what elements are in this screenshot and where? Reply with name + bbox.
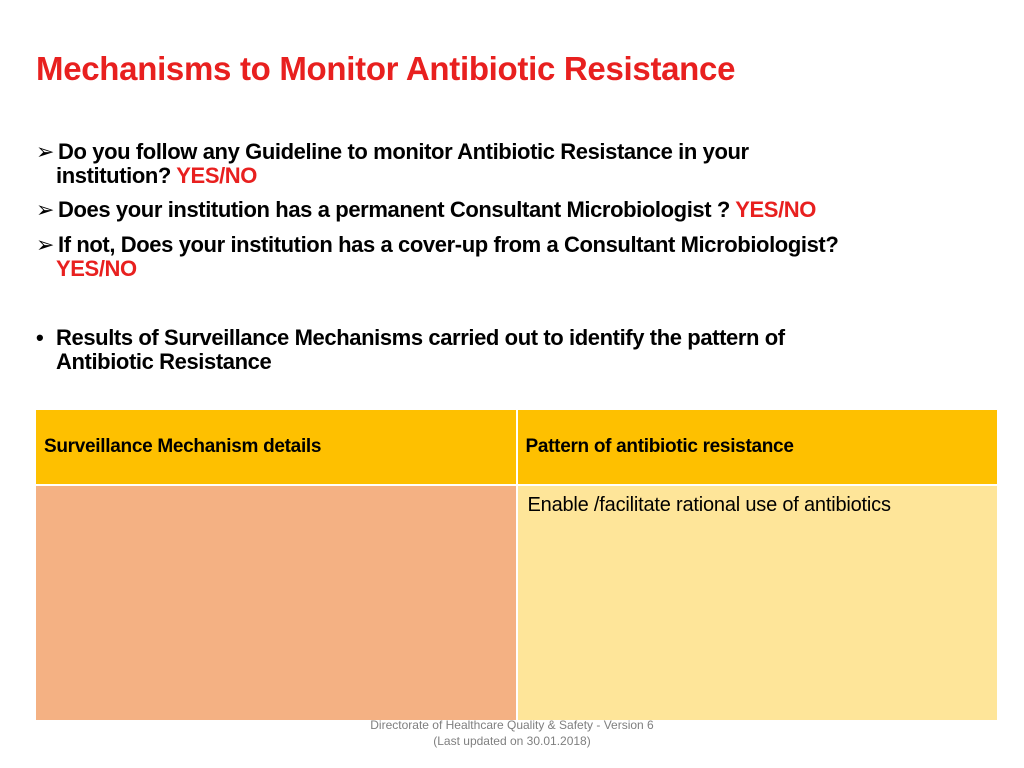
cell-pattern-resistance: Enable /facilitate rational use of antibiotics — [517, 485, 999, 721]
question-microbiologist — [36, 198, 996, 222]
footer — [312, 717, 712, 749]
yes-no-answer: YES/NO — [735, 197, 816, 222]
bullet-text: Antibiotic Resistance — [56, 349, 272, 374]
slide-title: Mechanisms to Monitor Antibiotic Resistance — [36, 50, 736, 87]
question-text: Does your institution has a permanent Consultant Microbiologist ? — [58, 197, 736, 222]
header-surveillance-details: Surveillance Mechanism details — [35, 409, 517, 485]
question-guideline — [36, 140, 996, 188]
footer-line: Directorate of Healthcare Quality & Safety - Version 6 — [370, 718, 654, 732]
question-cover-up — [36, 233, 996, 281]
arrow-bullet-icon: ➢ — [36, 232, 55, 257]
table-header-row — [35, 409, 998, 485]
header-pattern-resistance: Pattern of antibiotic resistance — [517, 409, 999, 485]
question-text: If not, Does your institution has a cover-up from a Consultant Microbiologist? — [58, 232, 839, 257]
table-row — [35, 485, 998, 721]
surveillance-table — [34, 408, 999, 722]
question-text: Do you follow any Guideline to monitor Antibiotic Resistance in your — [58, 139, 749, 164]
bullet-text: Results of Surveillance Mechanisms carried out to identify the pattern of — [56, 325, 785, 350]
round-bullet-icon: • — [36, 325, 44, 350]
arrow-bullet-icon: ➢ — [36, 197, 55, 222]
yes-no-answer: YES/NO — [56, 256, 137, 281]
arrow-bullet-icon: ➢ — [36, 139, 55, 164]
yes-no-answer: YES/NO — [176, 163, 257, 188]
cell-surveillance-details — [35, 485, 517, 721]
question-text: institution? — [56, 163, 177, 188]
footer-line: (Last updated on 30.01.2018) — [433, 734, 591, 748]
surveillance-bullet — [36, 326, 996, 374]
